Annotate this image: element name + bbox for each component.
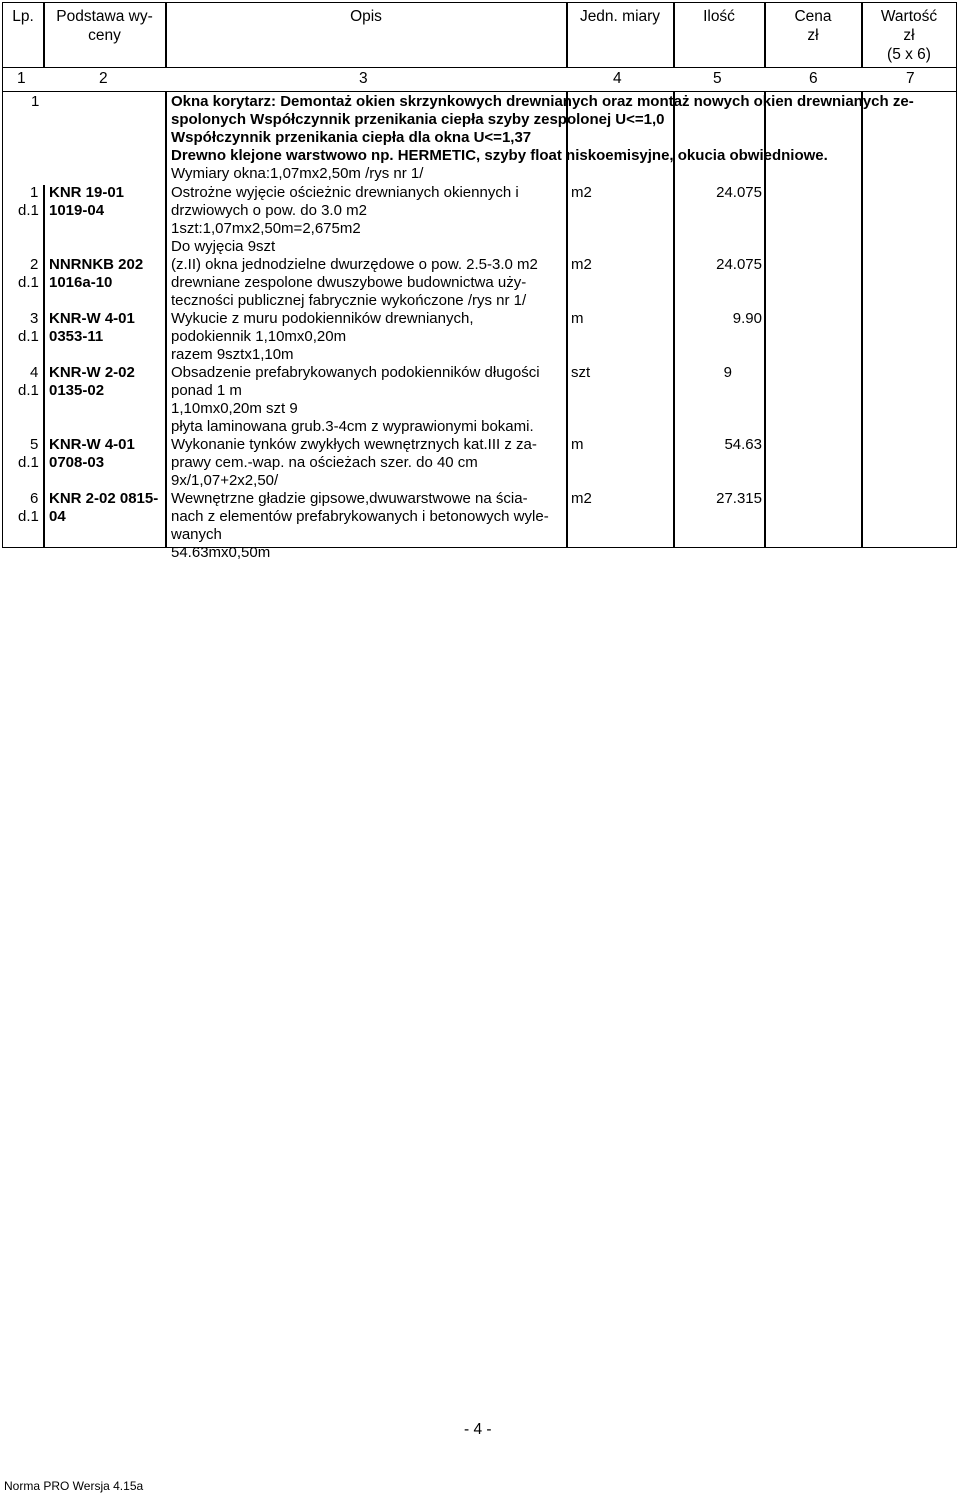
row-1-podstawa: 1019-04 — [49, 202, 105, 219]
section-line: Współczynnik przenikania ciepła dla okna U<=1,37 — [171, 129, 532, 146]
row-3-jedn: m — [571, 310, 584, 327]
header-ilosc: Ilość — [703, 8, 735, 25]
row-2-opis: (z.II) okna jednodzielne dwurzędowe o pow. 2.5-3.0 m2 — [171, 256, 538, 273]
row-6-opis: nach z elementów prefabrykowanych i betonowych wyle- — [171, 508, 549, 525]
row-4-podstawa: KNR-W 2-02 — [49, 364, 135, 381]
row-5-opis: prawy cem.-wap. na ościeżach szer. do 40 cm — [171, 454, 478, 471]
row-2-opis: teczności publicznej fabrycznie wykończone /rys nr 1/ — [171, 292, 527, 309]
header-opis: Opis — [350, 8, 382, 25]
row-4-opis: 1,10mx0,20m szt 9 — [171, 400, 298, 417]
column-number-row — [3, 68, 956, 92]
header-podstawa: Podstawa wy- ceny — [56, 8, 153, 44]
row-1-opis: Do wyjęcia 9szt — [171, 238, 276, 255]
row-5-podstawa: 0708-03 — [49, 454, 105, 471]
row-2-ilosc: 24.075 — [716, 256, 762, 273]
row-4-opis: płyta laminowana grub.3-4cm z wyprawionymi bokami. — [171, 418, 534, 435]
row-4-jedn: szt — [571, 364, 591, 381]
table-header — [3, 3, 956, 68]
row-2-lp-sub: d.1 — [18, 274, 39, 291]
row-5-podstawa: KNR-W 4-01 — [49, 436, 135, 453]
colnum-3: 3 — [359, 70, 368, 87]
section-line: Okna korytarz: Demontaż okien skrzynkowych drewnianych oraz montaż nowych okien drewnianych ze- — [171, 93, 914, 110]
row-3-lp-sub: d.1 — [18, 328, 39, 345]
row-1-opis: 1szt:1,07mx2,50m=2,675m2 — [171, 220, 361, 237]
header-jedn: Jedn. miary — [579, 8, 661, 25]
row-6-podstawa: 04 — [49, 508, 66, 525]
row-4-ilosc: 9 — [723, 364, 732, 381]
row-2-podstawa: 1016a-10 — [49, 274, 113, 291]
row-1-jedn: m2 — [571, 184, 592, 201]
row-4-podstawa: 0135-02 — [49, 382, 105, 399]
row-1-opis: drzwiowych o pow. do 3.0 m2 — [171, 202, 367, 219]
page-number: - 4 - — [464, 1421, 492, 1438]
row-1-lp-sub: d.1 — [18, 202, 39, 219]
row-1-opis: Ostrożne wyjęcie ościeżnic drewnianych okiennych i — [171, 184, 519, 201]
colnum-4: 4 — [613, 70, 622, 87]
row-6-jedn: m2 — [571, 490, 592, 507]
row-5-opis: Wykonanie tynków zwykłych wewnętrznych kat.III z za- — [171, 436, 537, 453]
row-4-opis: Obsadzenie prefabrykowanych podokienników długości — [171, 364, 540, 381]
row-5-opis: 9x/1,07+2x2,50/ — [171, 472, 279, 489]
colnum-7: 7 — [906, 70, 915, 87]
row-2-opis: drewniane zespolone dwuszybowe budownictwa uży- — [171, 274, 527, 291]
row-3-ilosc: 9.90 — [732, 310, 762, 327]
row-3-podstawa: 0353-11 — [49, 328, 104, 345]
row-6-opis: 54.63mx0,50m — [171, 544, 271, 561]
row-6-ilosc: 27.315 — [716, 490, 762, 507]
colnum-2: 2 — [99, 70, 108, 87]
row-3-opis: podokiennik 1,10mx0,20m — [171, 328, 347, 345]
row-2-podstawa: NNRNKB 202 — [49, 256, 144, 273]
row-2-jedn: m2 — [571, 256, 592, 273]
header-wartosc: Wartość zł (5 x 6) — [880, 8, 938, 63]
row-5-jedn: m — [571, 436, 584, 453]
row-6-lp-sub: d.1 — [18, 508, 39, 525]
cost-estimate-table — [2, 2, 957, 561]
row-3-lp: 3 — [30, 310, 39, 327]
row-2-lp: 2 — [30, 256, 39, 273]
software-version: Norma PRO Wersja 4.15a — [4, 1479, 144, 1493]
section-lp: 1 — [31, 93, 40, 110]
section-line: Wymiary okna:1,07mx2,50m /rys nr 1/ — [171, 165, 424, 182]
row-3-opis: razem 9sztx1,10m — [171, 346, 294, 363]
header-lp: Lp. — [12, 8, 34, 25]
row-6-opis: wanych — [171, 526, 222, 543]
table-body — [3, 92, 956, 561]
row-4-lp-sub: d.1 — [18, 382, 39, 399]
colnum-1: 1 — [17, 70, 26, 87]
row-3-opis: Wykucie z muru podokienników drewnianych, — [171, 310, 474, 327]
header-cena: Cena zł — [794, 8, 832, 44]
row-1-podstawa: KNR 19-01 — [49, 184, 125, 201]
colnum-6: 6 — [809, 70, 818, 87]
row-6-opis: Wewnętrzne gładzie gipsowe,dwuwarstwowe na ścia- — [171, 490, 528, 507]
section-line: spolonych Współczynnik przenikania ciepła szyby zespolonej U<=1,0 — [171, 111, 665, 128]
row-5-lp-sub: d.1 — [18, 454, 39, 471]
row-4-opis: ponad 1 m — [171, 382, 242, 399]
row-1-lp: 1 — [30, 184, 39, 201]
row-3-podstawa: KNR-W 4-01 — [49, 310, 135, 327]
section-line: Drewno klejone warstwowo np. HERMETIC, szyby float niskoemisyjne, okucia obwiedniowe. — [171, 147, 828, 164]
row-5-ilosc: 54.63 — [724, 436, 762, 453]
row-6-lp: 6 — [30, 490, 39, 507]
colnum-5: 5 — [713, 70, 722, 87]
row-6-podstawa: KNR 2-02 0815- — [49, 490, 159, 507]
row-5-lp: 5 — [30, 436, 39, 453]
row-4-lp: 4 — [30, 364, 39, 381]
row-1-ilosc: 24.075 — [716, 184, 762, 201]
